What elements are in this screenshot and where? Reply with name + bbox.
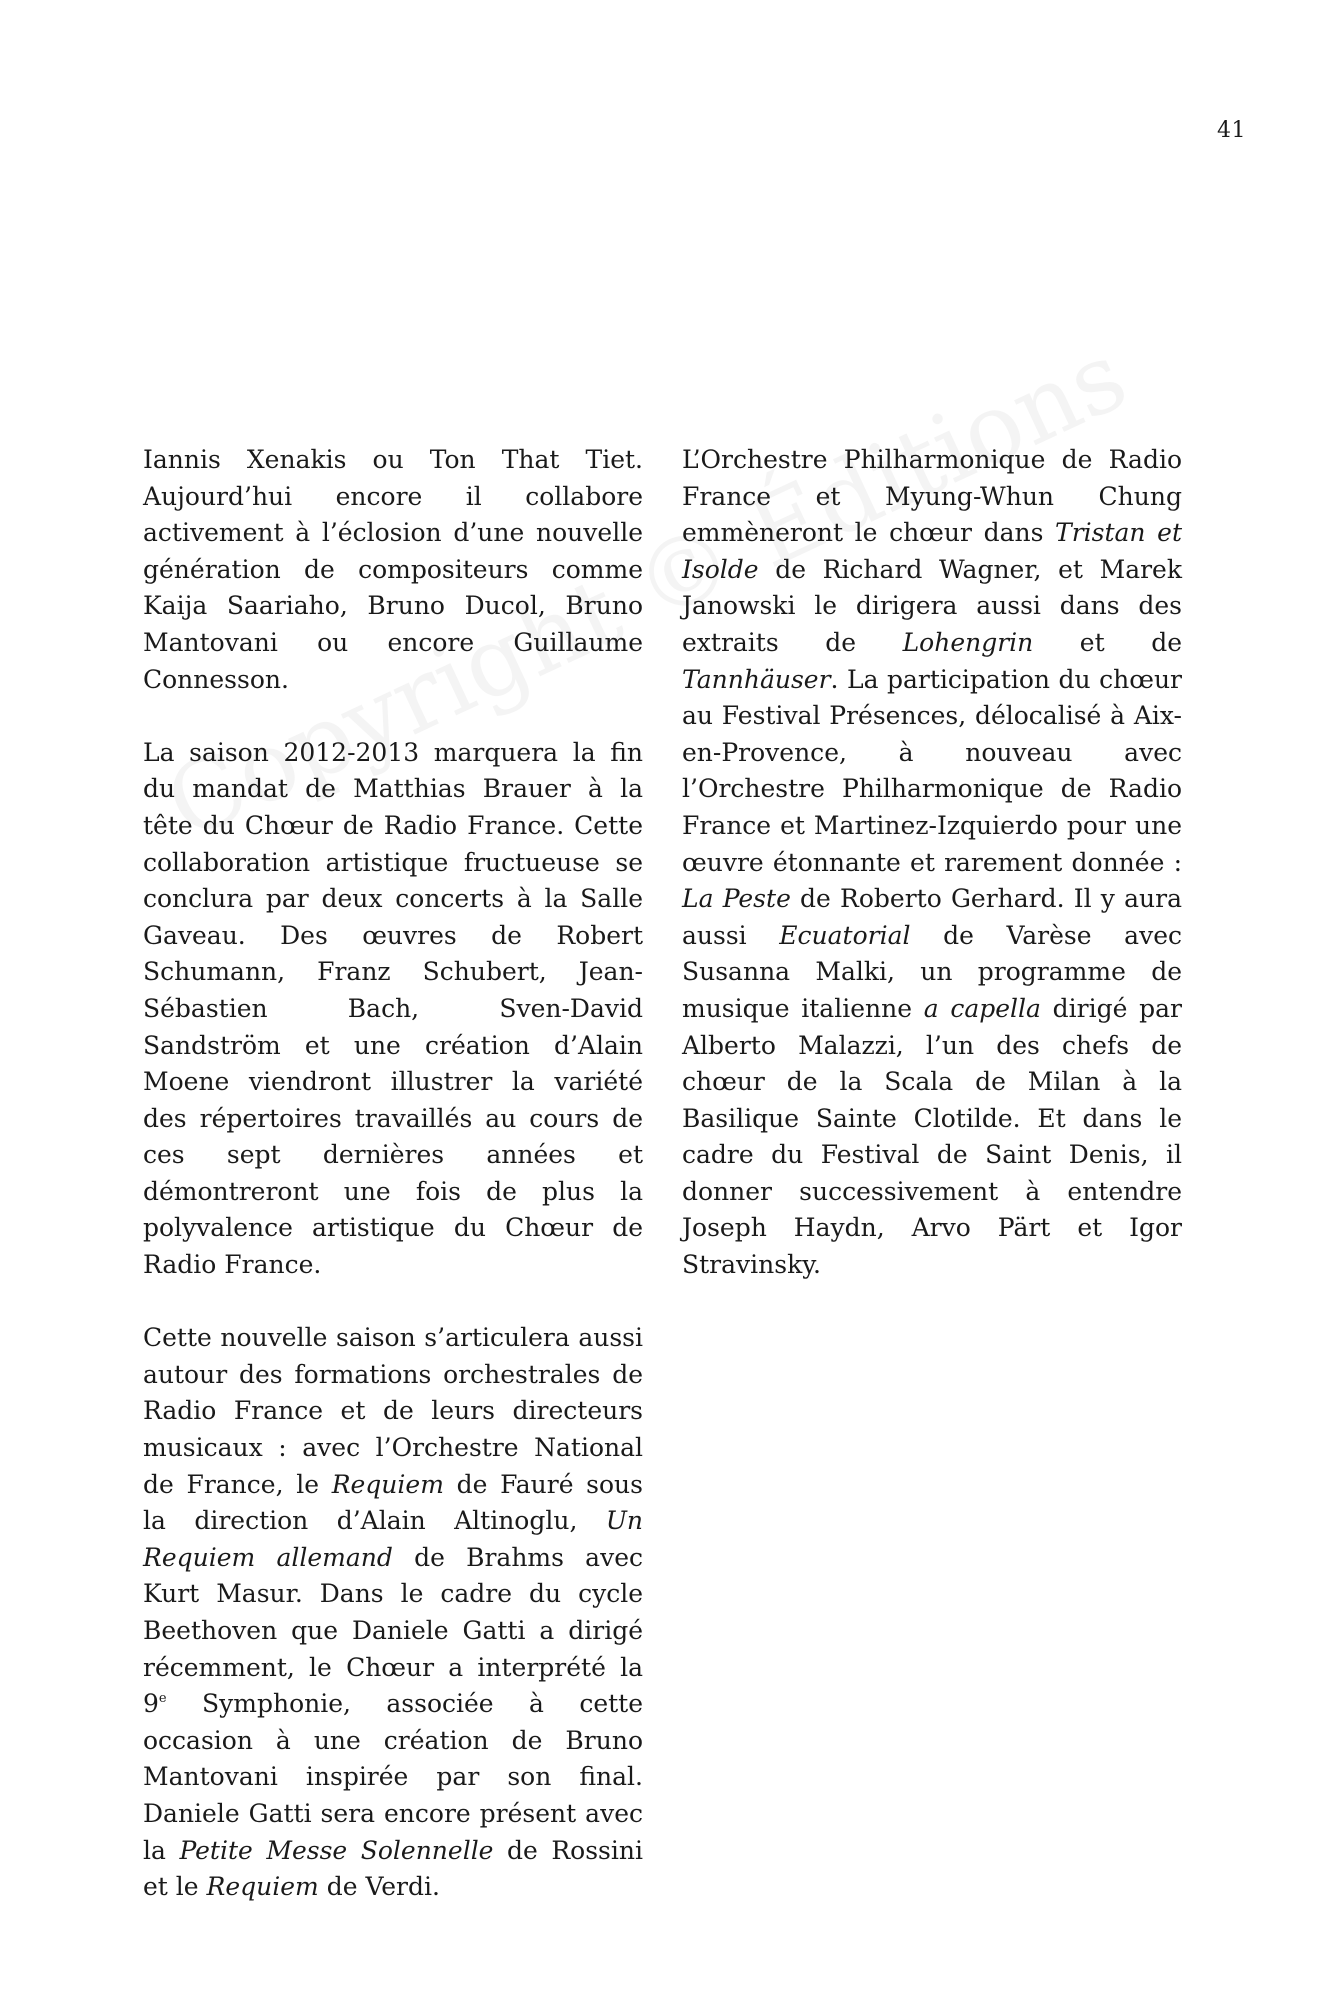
right-column xyxy=(682,442,1182,1284)
paragraph-philharmonique: L’Orchestre Philharmonique de Radio France et Myung-Whun Chung emmèneront le chœur dans Tristan et Isolde de Richard Wagner, et Marek Janowski le dirigera aussi dans des extraits de Lohengrin et de Tannhäuser. La participation du chœur au Festival Présences, délocalisé à Aix-en-Provence, à nouveau avec l’Orchestre Philharmonique de Radio France et Martinez-Izquierdo pour une œuvre étonnante et rarement donnée : La Peste de Roberto Gerhard. Il y aura aussi Ecuatorial de Varèse avec Susanna Malki, un programme de musique italienne a capella dirigé par Alberto Malazzi, l’un des chefs de chœur de la Scala de Milan à la Basilique Sainte Clotilde. Et dans le cadre du Festival de Saint Denis, il donner successivement à entendre Joseph Haydn, Arvo Pärt et Igor Stravinsky. xyxy=(682,445,1183,1280)
paragraph-xenakis: Iannis Xenakis ou Ton That Tiet. Aujourd’hui encore il collabore activement à l’éclosion d’une nouvelle génération de compositeurs comme Kaija Saariaho, Bruno Ducol, Bruno Mantovani ou encore Guillaume Connesson. xyxy=(143,445,643,694)
paragraph-formations: Cette nouvelle saison s’articulera aussi autour des formations orchestrales de Radio France et de leurs directeurs musicaux : avec l’Orchestre National de France, le Requiem de Fauré sous la direction d’Alain Altinoglu, Un Requiem allemand de Brahms avec Kurt Masur. Dans le cadre du cycle Beethoven que Daniele Gatti a dirigé récemment, le Chœur a interprété la 9e Symphonie, associée à cette occasion à une création de Bruno Mantovani inspirée par son final. Daniele Gatti sera encore présent avec la Petite Messe Solennelle de Rossini et le Requiem de Verdi. xyxy=(143,1323,644,1902)
paragraph-saison: La saison 2012-2013 marquera la fin du mandat de Matthias Brauer à la tête du Chœur de Radio France. Cette collaboration artistique fructueuse se conclura par deux concerts à la Salle Gaveau. Des œuvres de Robert Schumann, Franz Schubert, Jean-Sébastien Bach, Sven-David Sandström et une création d’Alain Moene viendront illustrer la variété des répertoires travaillés au cours de ces sept dernières années et démontreront une fois de plus la polyvalence artistique du Chœur de Radio France. xyxy=(143,737,643,1280)
page-number: 41 xyxy=(1217,118,1246,143)
left-column xyxy=(143,442,643,1906)
